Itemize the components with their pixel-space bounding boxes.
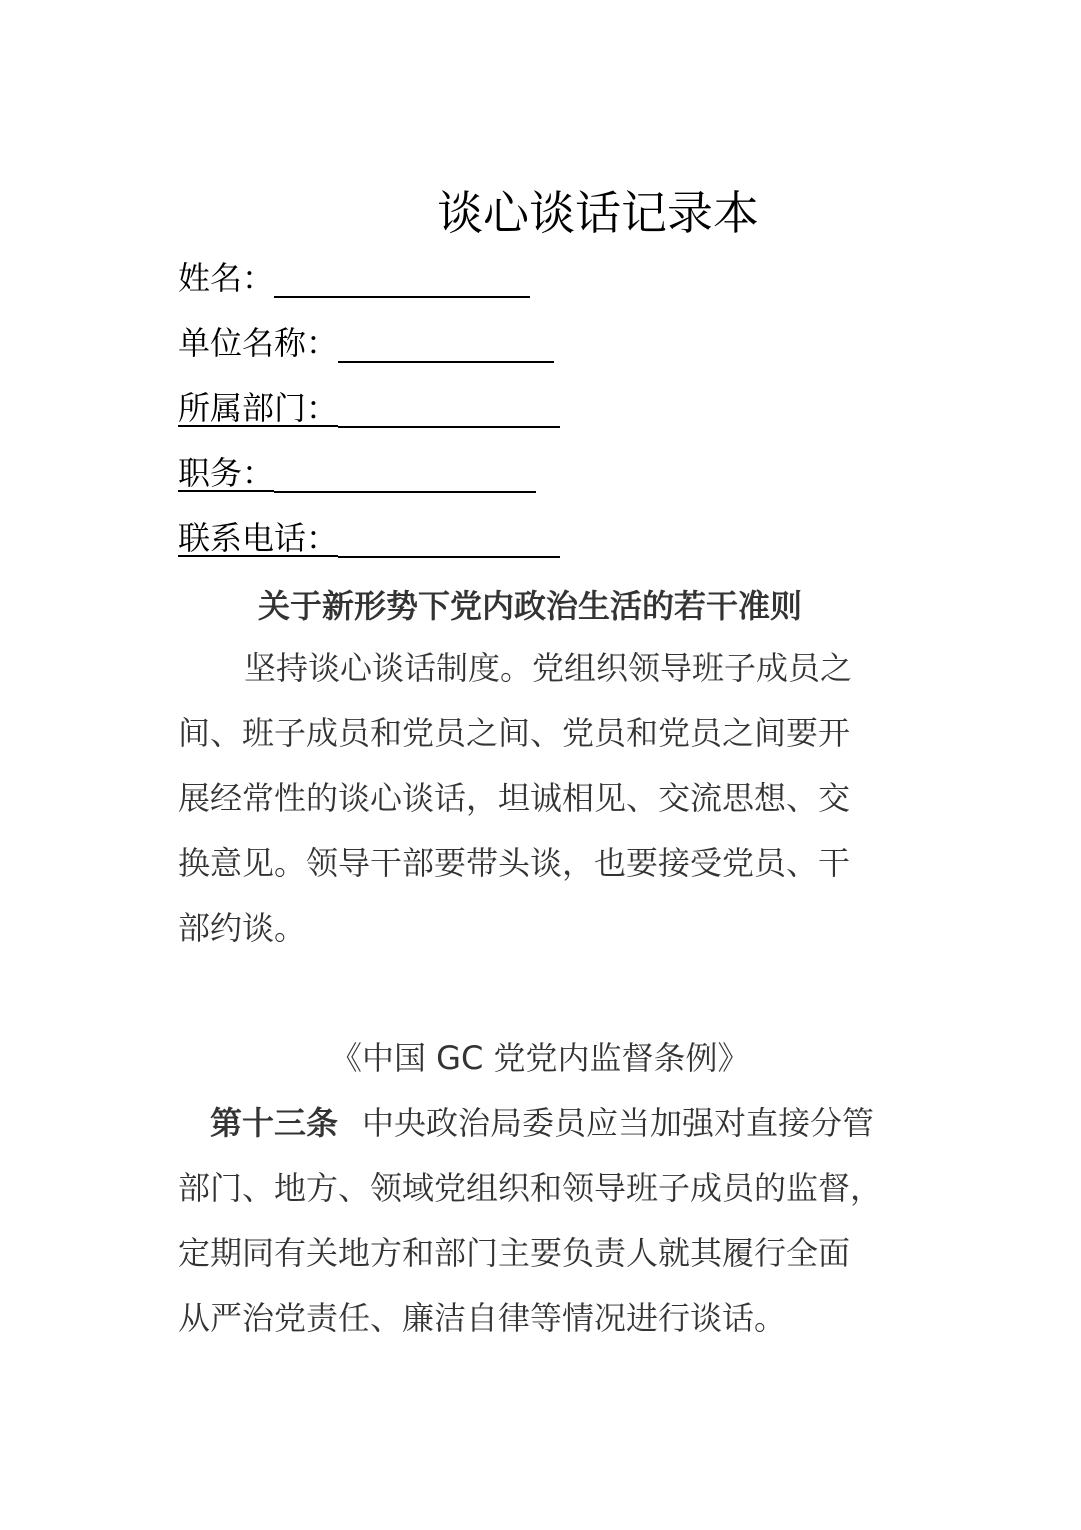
document-title: 谈心谈话记录本 bbox=[437, 186, 759, 240]
name-blank-line bbox=[274, 262, 530, 298]
section2-line: 定期同有关地方和部门主要负责人就其履行全面 bbox=[178, 1234, 851, 1272]
section2-line: 中央政治局委员应当加强对直接分管 bbox=[362, 1104, 875, 1142]
position-label: 职务： bbox=[178, 454, 275, 492]
unit-name-label: 单位名称： bbox=[178, 324, 339, 362]
section2-paragraph bbox=[178, 1091, 918, 1351]
unit-name-blank-line bbox=[338, 327, 554, 363]
phone-blank-line bbox=[338, 522, 560, 558]
name-label: 姓名： bbox=[178, 259, 275, 297]
section1-heading: 关于新形势下党内政治生活的若干准则 bbox=[258, 587, 803, 625]
section1-line: 部约谈。 bbox=[178, 909, 307, 947]
section2-line: 从严治党责任、廉洁自律等情况进行谈话。 bbox=[178, 1299, 787, 1337]
section1-line: 换意见。领导干部要带头谈，也要接受党员、干 bbox=[178, 844, 851, 882]
name-field bbox=[178, 256, 530, 300]
phone-field bbox=[178, 516, 560, 560]
department-field bbox=[178, 386, 560, 430]
section1-line: 展经常性的谈心谈话，坦诚相见、交流思想、交 bbox=[178, 779, 851, 817]
section2-first-line bbox=[178, 1091, 918, 1156]
department-label: 所属部门： bbox=[178, 389, 339, 427]
section1-line: 坚持谈心谈话制度。党组织领导班子成员之 bbox=[244, 649, 853, 687]
section2-heading: 《中国 GC 党党内监督条例》 bbox=[330, 1039, 750, 1077]
phone-label: 联系电话： bbox=[178, 519, 339, 557]
unit-name-field bbox=[178, 321, 554, 365]
section1-line: 间、班子成员和党员之间、党员和党员之间要开 bbox=[178, 714, 851, 752]
position-field bbox=[178, 451, 536, 495]
position-blank-line bbox=[274, 457, 536, 493]
section2-line: 部门、地方、领域党组织和领导班子成员的监督， bbox=[178, 1169, 883, 1207]
section1-paragraph bbox=[178, 636, 918, 961]
department-blank-line bbox=[338, 392, 560, 428]
article-label: 第十三条 bbox=[210, 1104, 339, 1142]
